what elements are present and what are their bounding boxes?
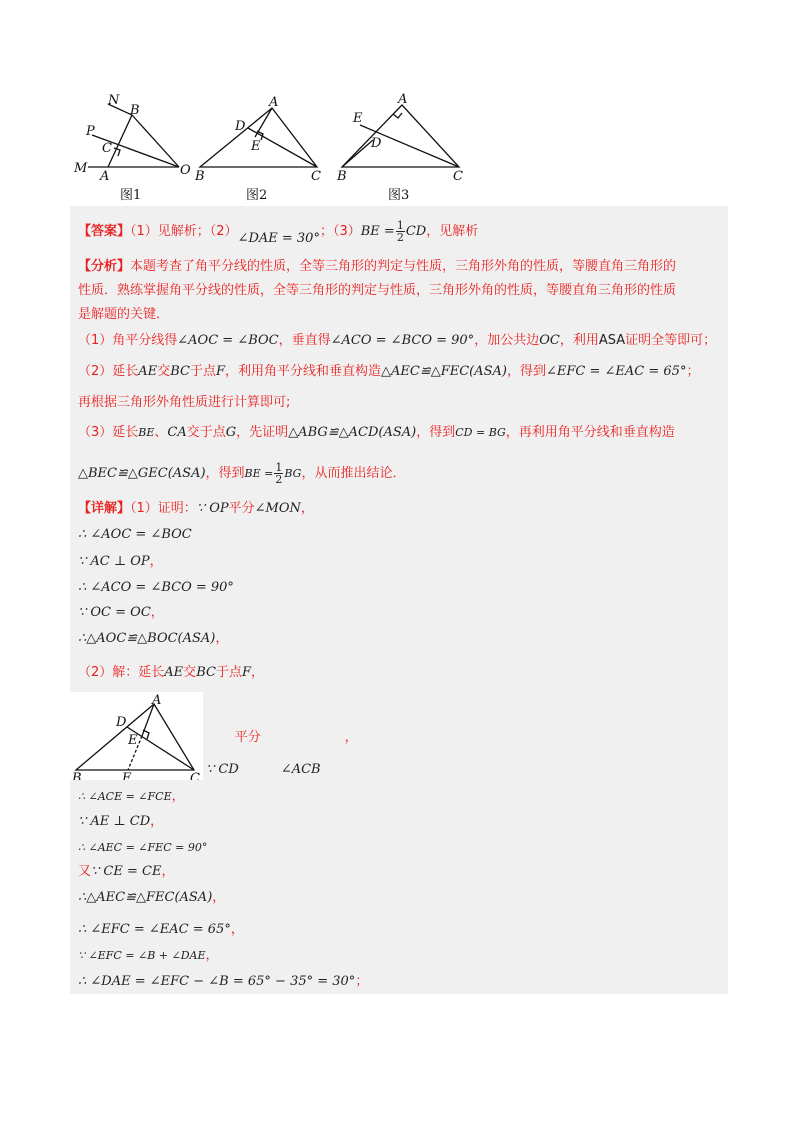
detail-line-6: ∴△AOC≌△BOC(ASA)， xyxy=(78,631,229,646)
figure-2-caption: 图2 xyxy=(246,188,268,203)
detail-line-9: ∴ ∠ACE = ∠FCE， xyxy=(78,789,185,804)
detail-line-4: ∴ ∠ACO = ∠BCO = 90° xyxy=(78,580,234,595)
detail-tag: 【详解】 xyxy=(78,501,131,516)
label-A: A xyxy=(398,92,408,107)
label-D: D xyxy=(116,715,127,730)
label-E: E xyxy=(128,733,138,748)
inline-figure xyxy=(70,692,203,780)
detail-line-8: ∵ CD平分∠ACB， xyxy=(206,730,358,777)
label-B: B xyxy=(72,771,82,780)
analysis-step-3-cont: △BEC≌△GEC(ASA)，得到BE = $\frac{1}{2}$ BG，从而推出结论． xyxy=(78,461,406,486)
detail-line-15: ∵ ∠EFC = ∠B + ∠DAE， xyxy=(78,948,219,963)
detail-line-2: ∴ ∠AOC = ∠BOC xyxy=(78,527,192,542)
detail-line-3: ∵ AC ⊥ OP， xyxy=(78,554,163,569)
figure-3-caption: 图3 xyxy=(388,188,410,203)
label-E: E xyxy=(251,139,261,154)
analysis-step-1: （1）角平分线得∠AOC = ∠BOC，垂直得∠ACO = ∠BCO = 90°，加公共边OC，利用ASA证明全等即可； xyxy=(78,333,717,348)
label-A: A xyxy=(100,169,110,184)
label-A: A xyxy=(152,693,162,708)
label-F: F xyxy=(122,771,132,780)
label-D: D xyxy=(371,136,382,151)
answer-tag: 【答案】 xyxy=(78,224,131,239)
label-N: N xyxy=(108,93,120,108)
detail-line-16: ∴ ∠DAE = ∠EFC − ∠B = 65° − 35° = 30°； xyxy=(78,974,369,989)
detail-line-11: ∴ ∠AEC = ∠FEC = 90° xyxy=(78,841,208,854)
detail-line-13: ∴△AEC≌△FEC(ASA)， xyxy=(78,890,226,905)
line-AE xyxy=(255,108,272,137)
detail-line-7: （2）解：延长AE交BC于点F， xyxy=(78,665,264,680)
analysis-line-2: 性质．熟练掌握角平分线的性质，全等三角形的判定与性质，三角形外角的性质，等腰直角三角形的性质 xyxy=(78,283,677,298)
analysis-tag: 【分析】 xyxy=(78,259,131,274)
label-C: C xyxy=(311,169,321,184)
fraction: $\frac{1}{2}$ xyxy=(396,219,404,244)
analysis-step-2-cont: 再根据三角形外角性质进行计算即可; xyxy=(78,395,291,410)
answer-line: 【答案】（1）见解析；（2）∠DAE = 30°；（3）BE = $\frac{1}{2}$ CD，见解析 xyxy=(78,219,479,246)
figure-1-caption: 图1 xyxy=(120,188,142,203)
triangle-ABC xyxy=(200,108,317,167)
label-B: B xyxy=(130,103,140,118)
label-A: A xyxy=(269,95,279,110)
detail-line-5: ∵ OC = OC， xyxy=(78,605,164,620)
figures-row xyxy=(70,92,490,202)
label-C: C xyxy=(190,771,200,780)
label-B: B xyxy=(195,169,205,184)
analysis-line-1: 【分析】本题考查了角平分线的性质，全等三角形的判定与性质，三角形外角的性质，等腰直角三角形的 xyxy=(78,259,677,274)
analysis-step-2: （2）延长AE交BC于点F，利用角平分线和垂直构造△AEC≌△FEC(ASA)，得到∠EFC = ∠EAC = 65°； xyxy=(78,364,700,379)
detail-line-12: 又∵ CE = CE， xyxy=(78,864,175,879)
label-O: O xyxy=(180,163,191,178)
inline-figure-svg xyxy=(70,692,203,780)
analysis-step-3: （3）延长BE、CA交于点G，先证明△ABG≌△ACD(ASA)，得到CD = BG，再利用角平分线和垂直构造 xyxy=(78,425,675,440)
detail-line-1: 【详解】（1）证明：∵ OP平分∠MON， xyxy=(78,501,314,516)
detail-line-14: ∴ ∠EFC = ∠EAC = 65°， xyxy=(78,922,244,937)
label-B: B xyxy=(337,169,347,184)
solution-panel xyxy=(70,206,728,994)
label-M: M xyxy=(74,161,88,176)
fraction: $\frac{1}{2}$ xyxy=(275,461,283,486)
line-BO xyxy=(132,115,179,167)
label-E: E xyxy=(353,111,363,126)
detail-line-10: ∵ AE ⊥ CD， xyxy=(78,814,164,829)
label-D: D xyxy=(235,119,246,134)
label-C: C xyxy=(453,169,463,184)
label-C: C xyxy=(102,141,112,156)
line-BD xyxy=(342,140,373,167)
analysis-line-3: 是解题的关键． xyxy=(78,307,170,322)
label-P: P xyxy=(86,124,95,139)
